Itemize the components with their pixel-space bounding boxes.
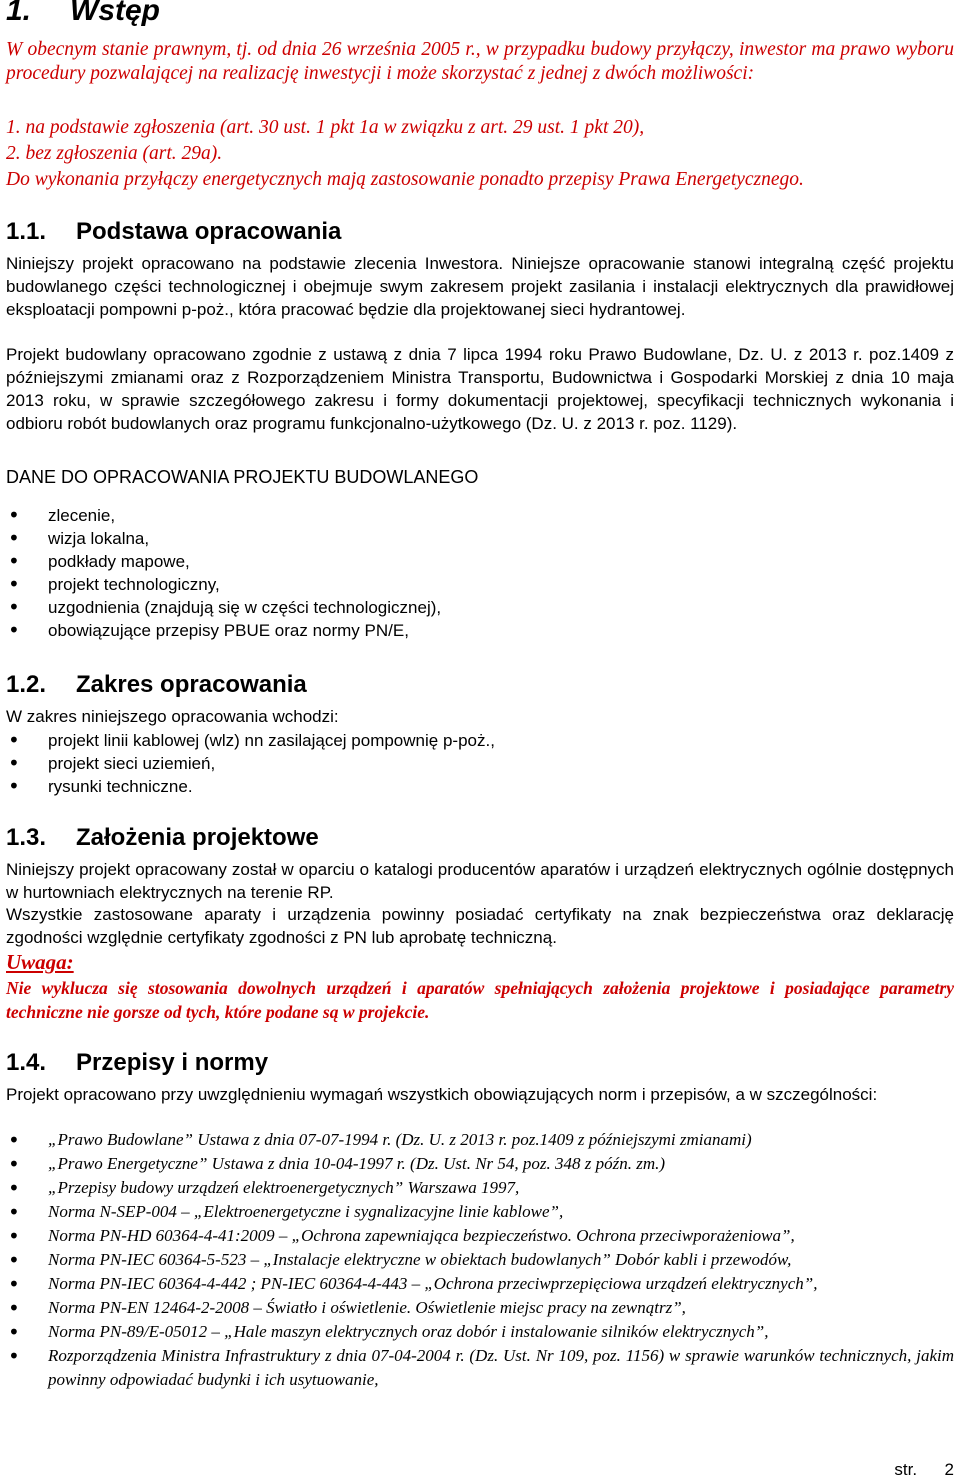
page-footer <box>894 1460 954 1480</box>
section-1-4-heading <box>6 1049 268 1077</box>
list-item: • projekt linii kablowej (wlz) nn zasilającej pompownię p-poż., <box>6 729 954 752</box>
intro-paragraph: W obecnym stanie prawnym, tj. od dnia 26 września 2005 r., w przypadku budowy przyłączy, inwestor ma prawo wyboru procedury pozwalającej na realizację inwestycji i może skorzystać z jednej z dwóch możliwości: <box>6 39 954 84</box>
section-1-3-heading <box>6 824 319 852</box>
section-title: Założenia projektowe <box>76 824 319 851</box>
warning-title <box>6 950 954 975</box>
list-item: • projekt technologiczny, <box>6 573 954 596</box>
norm-item: • Norma PN-EN 12464-2-2008 – Światło i oświetlenie. Oświetlenie miejsc pracy na zewnątrz”, <box>6 1296 954 1320</box>
norm-item: • Norma PN-89/E-05012 – „Hale maszyn elektrycznych oraz dobór i instalowanie silników elektrycznych”, <box>6 1320 954 1344</box>
norm-item: • Norma PN-IEC 60364-4-442 ; PN-IEC 60364-4-443 – „Ochrona przeciwprzepięciowa urządzeń elektrycznych”, <box>6 1272 954 1296</box>
option-item: 2. bez zgłoszenia (art. 29a). <box>6 143 223 164</box>
section-title: Wstęp <box>70 0 160 27</box>
norm-item: • „Prawo Energetyczne” Ustawa z dnia 10-04-1997 r. (Dz. Ust. Nr 54, poz. 348 z późn. zm.) <box>6 1152 954 1176</box>
list-item: • uzgodnienia (znajdują się w części technologicznej), <box>6 596 954 619</box>
norm-item: • „Przepisy budowy urządzeń elektroenergetycznych” Warszawa 1997, <box>6 1176 954 1200</box>
warning-label: Uwaga: <box>6 950 74 974</box>
list-item: • rysunki techniczne. <box>6 775 954 798</box>
norm-item: • Norma N-SEP-004 – „Elektroenergetyczne i sygnalizacyjne linie kablowe”, <box>6 1200 954 1224</box>
page-number: 2 <box>944 1460 954 1479</box>
norm-item: • Rozporządzenia Ministra Infrastruktury z dnia 07-04-2004 r. (Dz. Ust. Nr 109, poz. 1156) w sprawie warunków technicznych, jakim powinny odpowiadać budynki i ich usytuowanie, <box>6 1344 954 1392</box>
norm-item: • Norma PN-IEC 60364-5-523 – „Instalacje elektryczne w obiektach budowlanych” Dobór kabli i przewodów, <box>6 1248 954 1272</box>
section-title: Podstawa opracowania <box>76 218 342 245</box>
assumptions-paragraph: Niniejszy projekt opracowany został w oparciu o katalogi producentów aparatów i urządzeń elektrycznych ogólnie dostępnych w hurtowniach elektrycznych na terenie RP. <box>6 860 954 902</box>
list-item: • projekt sieci uziemień, <box>6 752 954 775</box>
section-number: 1.3. <box>6 824 47 851</box>
section-title: Przepisy i normy <box>76 1049 269 1076</box>
list-item: • wizja lokalna, <box>6 527 954 550</box>
law-paragraph: Projekt budowlany opracowano zgodnie z ustawą z dnia 7 lipca 1994 roku Prawo Budowlane, Dz. U. z 2013 r. poz.1409 z późniejszymi zmianami oraz z Rozporządzeniem Ministra Transportu, Budownictwa i Gospodarki Morskiej z dnia 10 maja 2013 roku, w sprawie szczegółowego zakresu i formy dokumentacji projektowej, specyfikacji technicznych wykonania i odbioru robót budowlanych oraz programu funkcjonalno-użytkowego (Dz. U. z 2013 r. poz. 1129). <box>6 345 954 433</box>
section-1-2-heading <box>6 671 307 699</box>
norms-intro: Projekt opracowano przy uwzględnieniu wymagań wszystkich obowiązujących norm i przepisów, a w szczególności: <box>6 1085 878 1104</box>
scope-intro: W zakres niniejszego opracowania wchodzi: <box>6 707 339 726</box>
section-number: 1.1. <box>6 218 47 245</box>
section-number: 1.2. <box>6 671 47 698</box>
list-item: • podkłady mapowe, <box>6 550 954 573</box>
norm-item: • „Prawo Budowlane” Ustawa z dnia 07-07-1994 r. (Dz. U. z 2013 r. poz.1409 z późniejszymi zmianami) <box>6 1128 954 1152</box>
option-item: 1. na podstawie zgłoszenia (art. 30 ust. 1 pkt 1a w związku z art. 29 ust. 1 pkt 20), <box>6 117 645 138</box>
data-list <box>6 504 954 642</box>
energy-law-note: Do wykonania przyłączy energetycznych mają zastosowanie ponadto przepisy Prawa Energetycznego. <box>6 169 804 190</box>
certificates-paragraph: Wszystkie zastosowane aparaty i urządzenia powinny posiadać certyfikaty na znak bezpieczeństwa oraz deklarację zgodności względnie certyfikaty zgodności z PN lub aprobatę techniczną. <box>6 905 954 947</box>
warning-text: Nie wyklucza się stosowania dowolnych urządzeń i aparatów spełniających założenia projektowe i posiadające parametry techniczne nie gorsze od tych, które podane są w projekcie. <box>6 978 954 1022</box>
section-title: Zakres opracowania <box>76 671 307 698</box>
list-item: • obowiązujące przepisy PBUE oraz normy PN/E, <box>6 619 954 642</box>
section-1-heading <box>6 0 160 28</box>
section-number: 1.4. <box>6 1049 47 1076</box>
norm-item: • Norma PN-HD 60364-4-41:2009 – „Ochrona zapewniająca bezpieczeństwo. Ochrona przeciwporażeniowa”, <box>6 1224 954 1248</box>
norms-list <box>6 1128 954 1392</box>
scope-list <box>6 729 954 798</box>
list-item: • zlecenie, <box>6 504 954 527</box>
data-heading: DANE DO OPRACOWANIA PROJEKTU BUDOWLANEGO <box>6 467 479 487</box>
section-number: 1. <box>6 0 32 27</box>
page-label: str. <box>894 1460 918 1479</box>
basis-paragraph: Niniejszy projekt opracowano na podstawie zlecenia Inwestora. Niniejsze opracowanie stanowi integralną część projektu budowlanego części technologicznej i obejmuje swym zakresem projekt zasilania i instalacji elektrycznych dla prawidłowej eksploatacji pompowni p-poż., która pracować będzie dla projektowanej sieci hydrantowej. <box>6 254 954 319</box>
section-1-1-heading <box>6 218 341 246</box>
